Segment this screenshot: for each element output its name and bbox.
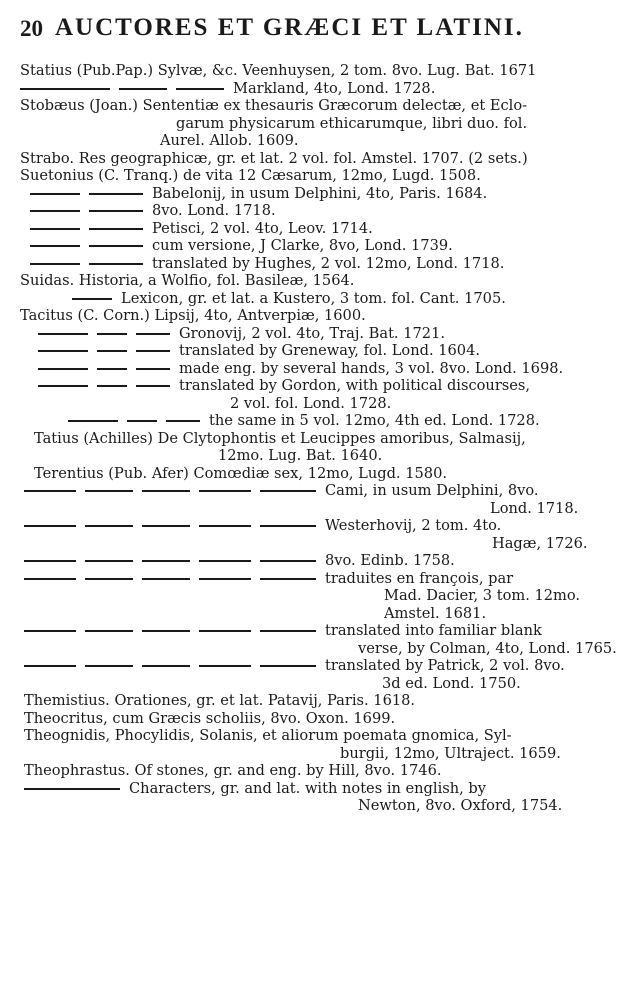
catalogue-entry-text: Theocritus, cum Græcis scholiis, 8vo. Oxon. 1699. [24,709,396,727]
catalogue-entry-text: 8vo. Edinb. 1758. [325,552,455,569]
ditto-dash [85,560,133,562]
catalogue-entry-text: Markland, 4to, Lond. 1728. [233,79,436,97]
ditto-dash [136,333,170,335]
catalogue-line [20,202,626,220]
catalogue-entry-text: Strabo. Res geographicæ, gr. et lat. 2 vol. fol. Amstel. 1707. (2 sets.) [20,149,528,167]
catalogue-line [20,605,626,623]
catalogue-line [20,290,626,308]
catalogue-entry-text: Tacitus (C. Corn.) Lipsij, 4to, Antverpiæ, 1600. [20,307,366,324]
catalogue-entry-text: Statius (Pub.Pap.) Sylvæ, &c. Veenhuysen, 2 tom. 8vo. Lug. Bat. 1671 [20,62,537,79]
ditto-dash [38,385,88,387]
catalogue-entry-text: Hagæ, 1726. [492,534,588,552]
catalogue-line [20,535,626,553]
catalogue-line [20,377,626,395]
catalogue-entry-text: Terentius (Pub. Afer) Comœdiæ sex, 12mo, Lugd. 1580. [34,464,447,482]
catalogue-entry-text: Themistius. Orationes, gr. et lat. Patavij, Paris. 1618. [24,692,416,709]
ditto-dash [199,665,251,667]
catalogue-line [20,325,626,343]
ditto-dash [142,630,190,632]
catalogue-entry-text: 12mo. Lug. Bat. 1640. [218,447,383,464]
ditto-dash [142,665,190,667]
catalogue-entry-text: the same in 5 vol. 12mo, 4th ed. Lond. 1728. [209,412,540,429]
ditto-dash [260,490,316,492]
ditto-dash [199,560,251,562]
catalogue-line [20,185,626,203]
catalogue-entry-text: cum versione, J Clarke, 8vo, Lond. 1739. [152,237,453,254]
ditto-dash [89,228,143,230]
catalogue-line [20,360,626,378]
catalogue-entry-text: Characters, gr. and lat. with notes in english, by [129,779,486,797]
ditto-dash [24,630,76,632]
catalogue-entry-text: 2 vol. fol. Lond. 1728. [230,394,392,412]
catalogue-line [20,657,626,675]
ditto-dash [260,525,316,527]
ditto-dash [30,193,80,195]
catalogue-line [20,552,626,570]
catalogue-entry-text: Westerhovij, 2 tom. 4to. [325,517,502,534]
catalogue-entry-text: Theophrastus. Of stones, gr. and eng. by Hill, 8vo. 1746. [24,762,442,779]
catalogue-entry-text: made eng. by several hands, 3 vol. 8vo. Lond. 1698. [179,359,564,377]
catalogue-line [20,517,626,535]
catalogue-line [20,167,626,185]
ditto-dash [85,665,133,667]
catalogue-entry-text: translated by Hughes, 2 vol. 12mo, Lond. 1718. [152,254,505,272]
ditto-dash [260,560,316,562]
catalogue-line [20,727,626,745]
page-number: 20 [20,16,43,41]
catalogue-entry-text: Lond. 1718. [490,499,579,517]
catalogue-line [20,797,626,815]
ditto-dash [89,245,143,247]
ditto-dash [38,350,88,352]
ditto-dash [24,560,76,562]
catalogue-entry-text: translated by Patrick, 2 vol. 8vo. [325,657,565,674]
catalogue-line [20,412,626,430]
catalogue-entry-text: translated by Gordon, with political discourses, [179,377,531,394]
ditto-dash [136,350,170,352]
ditto-dash [136,368,170,370]
catalogue-line [20,675,626,693]
catalogue-line [20,640,626,658]
ditto-dash [85,490,133,492]
catalogue-line [20,237,626,255]
catalogue-line [20,150,626,168]
catalogue-entry-text: 8vo. Lond. 1718. [152,202,276,219]
catalogue-entry-text: Petisci, 2 vol. 4to, Leov. 1714. [152,219,373,237]
ditto-dash [38,333,88,335]
catalogue-entry-text: Tatius (Achilles) De Clytophontis et Leucippes amoribus, Salmasij, [34,429,526,447]
catalogue-entry-text: translated by Greneway, fol. Lond. 1604. [179,342,480,359]
ditto-dash [85,578,133,580]
catalogue-entry-text: Lexicon, gr. et lat. a Kustero, 3 tom. fol. Cant. 1705. [121,289,506,307]
ditto-dash [89,210,143,212]
ditto-dash [142,490,190,492]
ditto-dash [97,368,127,370]
catalogue-line [20,62,626,80]
catalogue-entry-text: Amstel. 1681. [384,604,487,622]
catalogue-line [20,255,626,273]
catalogue-entry-text: burgii, 12mo, Ultraject. 1659. [340,744,561,762]
catalogue-line [20,430,626,448]
catalogue-line [20,132,626,150]
ditto-dash [199,578,251,580]
ditto-dash [30,228,80,230]
catalogue-line [20,710,626,728]
catalogue-entry-text: Aurel. Allob. 1609. [160,132,299,149]
ditto-dash [119,88,167,90]
ditto-dash [20,88,110,90]
ditto-dash [142,578,190,580]
catalogue-line [20,342,626,360]
catalogue-line [20,570,626,588]
ditto-dash [97,385,127,387]
ditto-dash [30,263,80,265]
ditto-dash [97,333,127,335]
ditto-dash [38,368,88,370]
catalogue-line [20,692,626,710]
ditto-dash [199,490,251,492]
catalogue-entry-text: Suetonius (C. Tranq.) de vita 12 Cæsarum, 12mo, Lugd. 1508. [20,167,481,184]
ditto-dash [127,420,157,422]
ditto-dash [260,665,316,667]
ditto-dash [89,193,143,195]
catalogue-entry-text: Newton, 8vo. Oxford, 1754. [358,797,563,814]
ditto-dash [24,525,76,527]
catalogue-line [20,220,626,238]
ditto-dash [30,210,80,212]
catalogue-line [20,80,626,98]
ditto-dash [97,350,127,352]
catalogue-line [20,115,626,133]
ditto-dash [199,630,251,632]
catalogue-entry-text: Theognidis, Phocylidis, Solanis, et aliorum poemata gnomica, Syl- [24,727,512,744]
catalogue-line [20,482,626,500]
catalogue-entry-text: Stobæus (Joan.) Sententiæ ex thesauris Græcorum delectæ, et Eclo- [20,97,528,114]
ditto-dash [260,630,316,632]
catalogue-line [20,587,626,605]
catalogue-entry-text: Gronovij, 2 vol. 4to, Traj. Bat. 1721. [179,324,445,342]
catalogue-line [20,465,626,483]
page-header [20,4,626,42]
ditto-dash [142,560,190,562]
ditto-dash [89,263,143,265]
catalogue-line [20,272,626,290]
catalogue-entries [20,62,626,815]
catalogue-entry-text: Cami, in usum Delphini, 8vo. [325,482,539,499]
catalogue-line [20,622,626,640]
catalogue-line [20,97,626,115]
ditto-dash [24,665,76,667]
catalogue-line [20,780,626,798]
ditto-dash [24,578,76,580]
ditto-dash [30,245,80,247]
ditto-dash [85,525,133,527]
catalogue-entry-text: Mad. Dacier, 3 tom. 12mo. [384,587,581,604]
catalogue-line [20,500,626,518]
ditto-dash [166,420,200,422]
ditto-dash [199,525,251,527]
catalogue-line [20,745,626,763]
catalogue-line [20,307,626,325]
ditto-dash [136,385,170,387]
catalogue-entry-text: 3d ed. Lond. 1750. [382,674,521,692]
ditto-dash [68,420,118,422]
catalogue-entry-text: traduites en françois, par [325,569,514,587]
catalogue-line [20,447,626,465]
catalogue-line [20,762,626,780]
catalogue-line [20,395,626,413]
ditto-dash [260,578,316,580]
ditto-dash [85,630,133,632]
ditto-dash [142,525,190,527]
ditto-dash [24,490,76,492]
ditto-dash [72,298,112,300]
page-title: AUCTORES ET GRÆCI ET LATINI. [55,14,524,41]
catalogue-entry-text: Babelonij, in usum Delphini, 4to, Paris. 1684. [152,184,488,202]
ditto-dash [24,788,120,790]
catalogue-entry-text: verse, by Colman, 4to, Lond. 1765. [358,639,617,657]
catalogue-entry-text: Suidas. Historia, a Wolfio, fol. Basileæ, 1564. [20,272,355,289]
ditto-dash [176,88,224,90]
catalogue-entry-text: garum physicarum ethicarumque, libri duo. fol. [176,114,528,132]
catalogue-entry-text: translated into familiar blank [325,622,542,639]
